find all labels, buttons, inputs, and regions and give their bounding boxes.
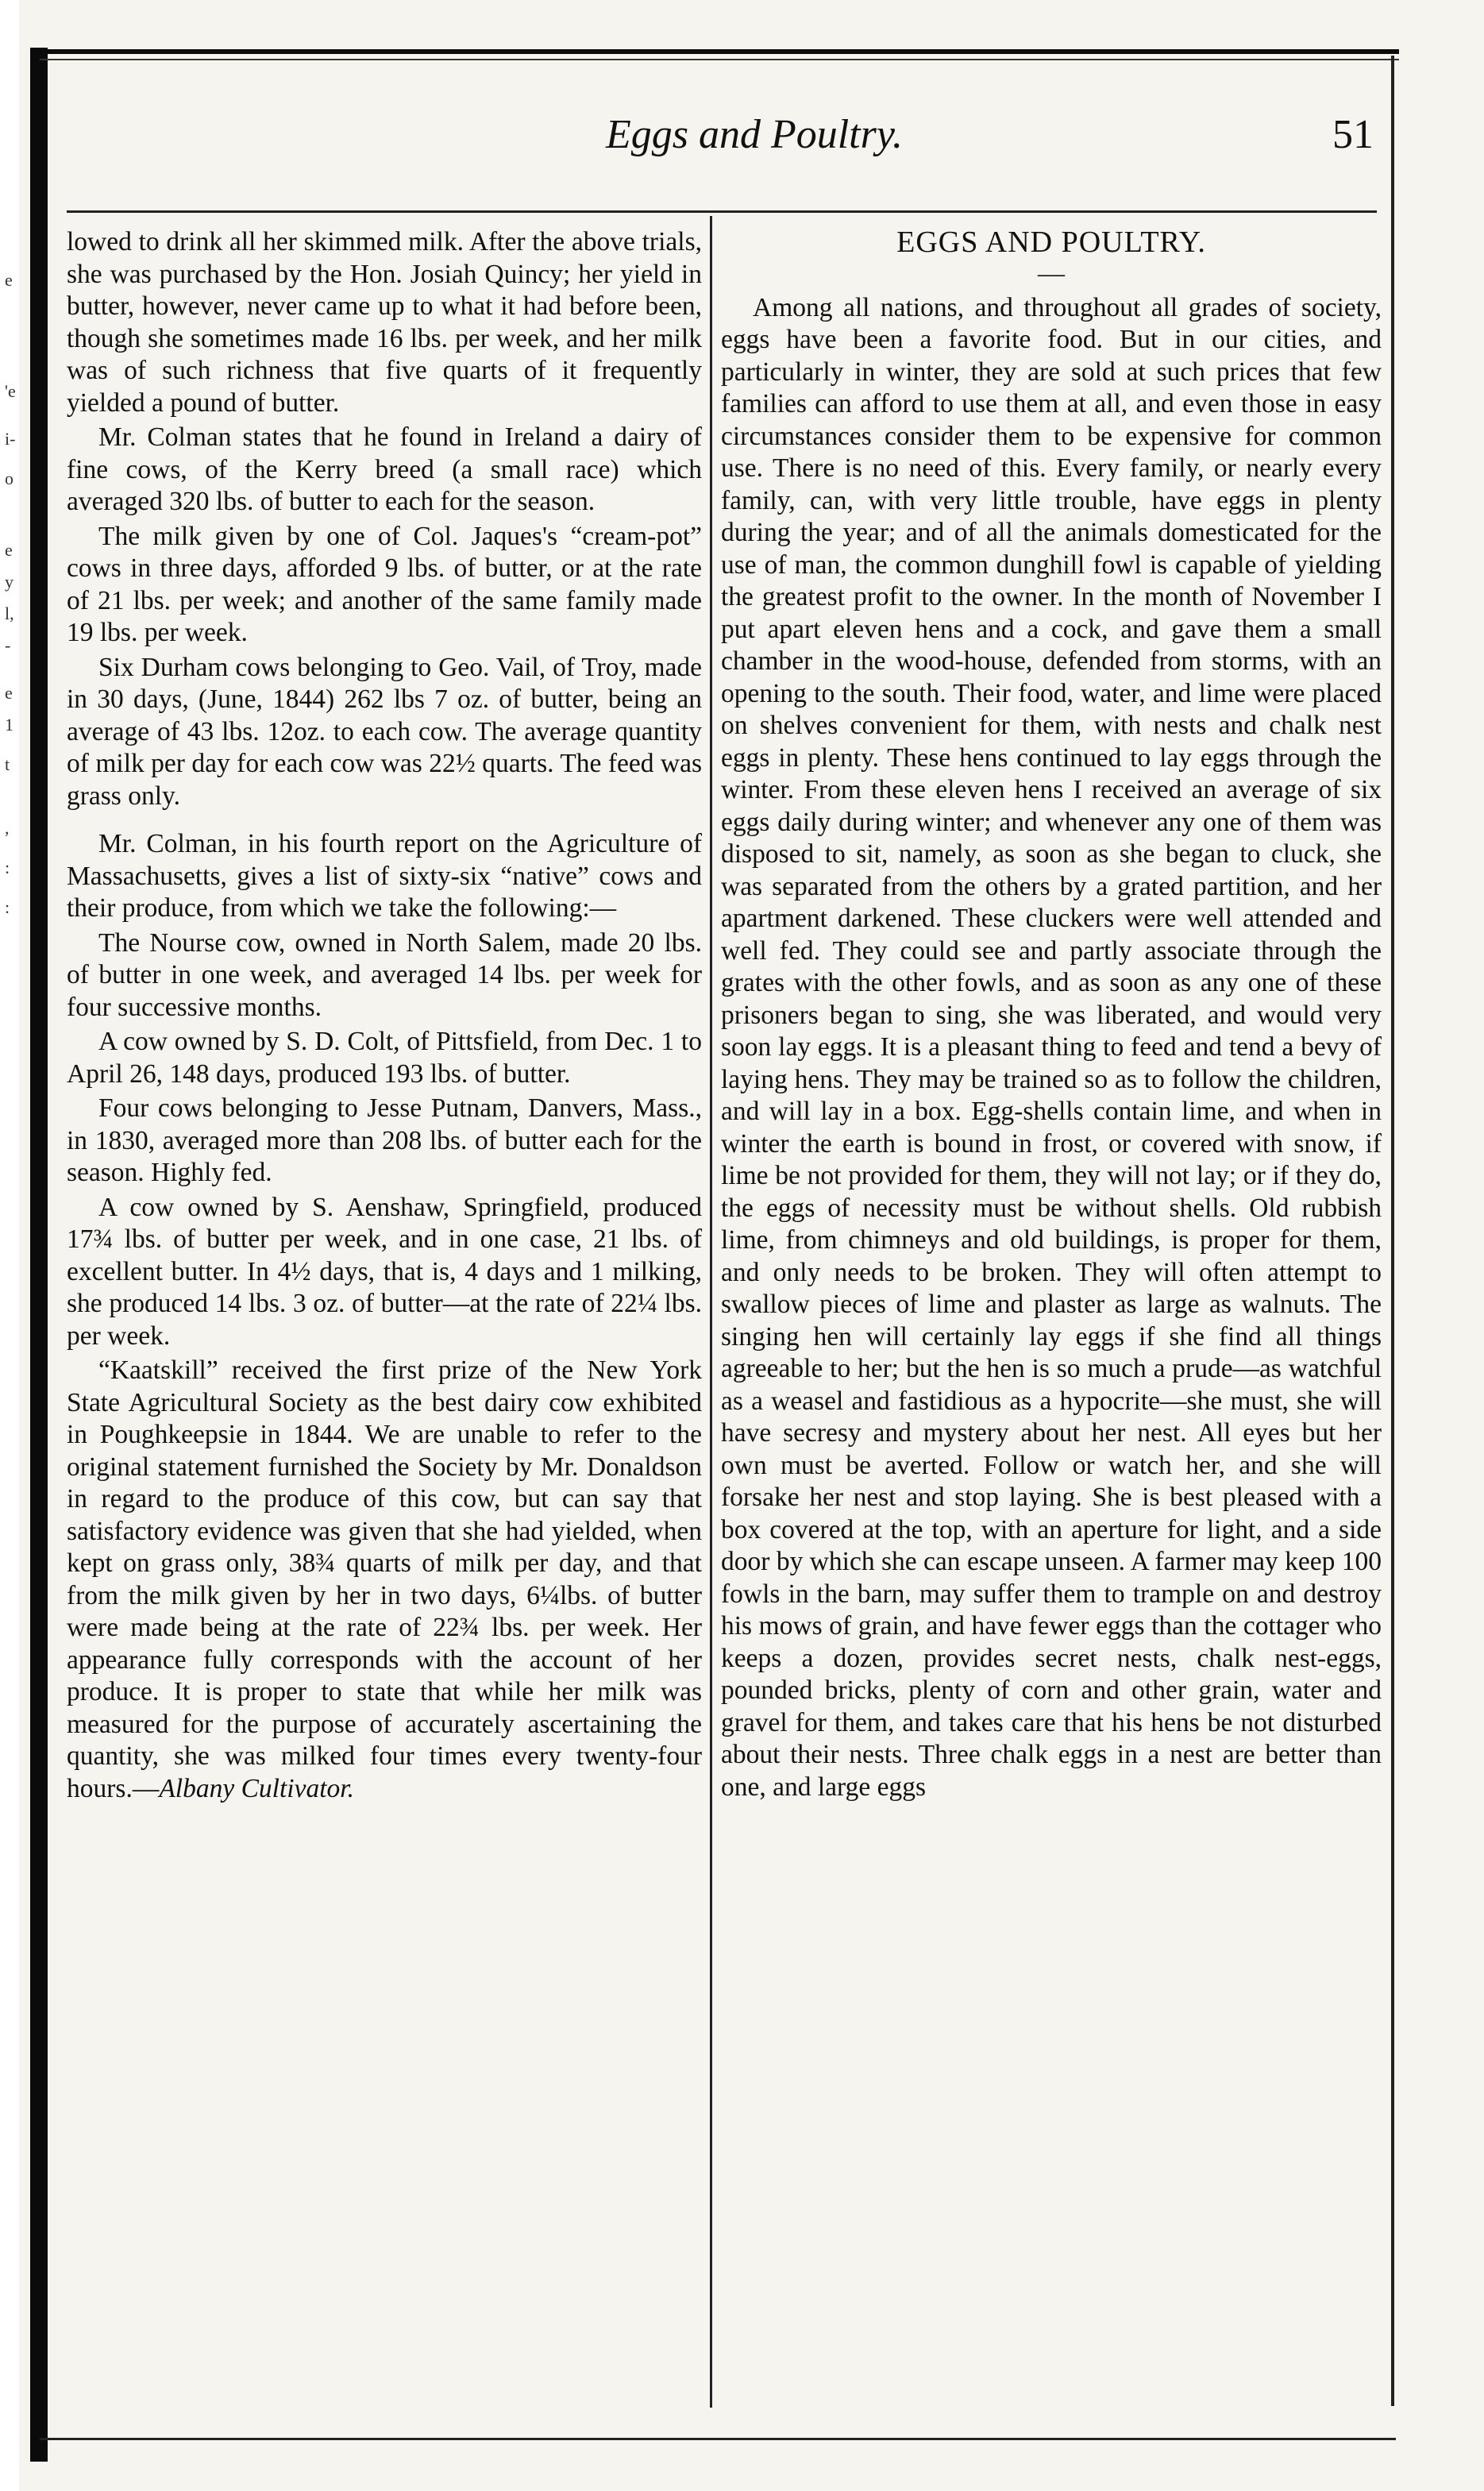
margin-glyph: o [5, 469, 13, 488]
running-head: Eggs and Poultry. [605, 112, 904, 157]
paragraph-with-signature [67, 1355, 702, 1805]
margin-glyph: 1 [5, 715, 13, 735]
paragraph: A cow owned by S. D. Colt, of Pittsfield, from Dec. 1 to April 26, 148 days, produced 193 lbs. of butter. [67, 1027, 702, 1089]
paragraph: Four cows belonging to Jesse Putnam, Danvers, Mass., in 1830, averaged more than 208 lbs. of butter each for the season. Highly fed. [67, 1093, 702, 1187]
paragraph: Among all nations, and throughout all grades of society, eggs have been a favorite food. But in our cities, and particularly in winter, they are sold at such prices that few families can afford to use them at all, and even those in easy circumstances consider them to be expensive for common use. There is no need of this. Every family, or nearly every family, can, with very little trouble, have eggs in plenty during the year; and of all the animals domesticated for the use of man, the common dunghill fowl is capable of yielding the greatest profit to the owner. In the month of November I put apart eleven hens and a cock, and gave them a small chamber in the wood-house, defended from storms, with an opening to the south. Their food, water, and lime were placed on shelves convenient for them, with nests and chalk nest eggs in plenty. These hens continued to lay eggs through the winter. From these eleven hens I received an average of six eggs daily during winter; and whenever any one of them was disposed to sit, namely, as soon as she began to cluck, she was separated from the others by a grated partition, and her apartment darkened. These cluckers were well attended and well fed. They could see and partly associate through the grates with the other fowls, and as soon as any one of these prisoners began to sing, she was liberated, and would very soon lay eggs. It is a pleasant thing to feed and tend a bevy of laying hens. They may be trained so as to follow the children, and will lay in a box. Egg-shells contain lime, and when in winter the earth is bound in frost, or covered with snow, if lime be not provided for them, they will not lay; or if they do, the eggs of necessity must be without shells. Old rubbish lime, from chimneys and old buildings, is proper for them, and only needs to be broken. They will often attempt to swallow pieces of lime and plaster as large as walnuts. The singing hen will certainly lay eggs if she find all things agreeable to her; but the hen is so much a prude—as watchful as a weasel and fastidious as a hypocrite—she must, she will have secresy and mystery about her nest. All eyes but her own must be averted. Follow or watch her, and she will forsake her nest and stop laying. She is best pleased with a box covered at the top, with an aperture for light, and a side door by which she can escape unseen. A farmer may keep 100 fowls in the barn, may suffer them to trample on and destroy his mows of grain, and have fewer eggs than the cottager who keeps a dozen, provides secret nests, chalk nest-eggs, pounded bricks, plenty of corn and other grain, water and gravel for them, and takes care that his hens be not disturbed about their nests. Three chalk eggs in a nest are better than one, and large eggs [721, 292, 1382, 1802]
margin-glyph: : [5, 858, 10, 877]
paragraph: A cow owned by S. Aenshaw, Springfield, produced 17¾ lbs. of butter per week, and in one case, 21 lbs. of excellent butter. In 4½ days, that is, 4 days and 1 milking, she produced 14 lbs. 3 oz. of butter—at the rate of 22¼ lbs. per week. [67, 1192, 702, 1351]
margin-glyph: - [5, 635, 11, 655]
paragraph: Mr. Colman, in his fourth report on the Agriculture of Massachusetts, gives a list of sixty-six “native” cows and their produce, from which we take the following:— [67, 829, 702, 923]
heading-separator: — [1038, 258, 1065, 288]
paragraph: Six Durham cows belonging to Geo. Vail, of Troy, made in 30 days, (June, 1844) 262 lbs 7 oz. of butter, being an average of 43 lbs. 12oz. to each cow. The average quantity of milk per day for each cow was 22½ quarts. The feed was grass only. [67, 652, 702, 811]
margin-glyph: 'e [5, 381, 16, 401]
margin-glyph: y [5, 572, 13, 592]
left-column [67, 226, 702, 1807]
margin-glyph: e [5, 683, 13, 703]
right-column [721, 226, 1382, 1806]
paragraph: The milk given by one of Col. Jaques's “cream-pot” cows in three days, afforded 9 lbs. of butter, or at the rate of 21 lbs. per week; and another of the same family made 19 lbs. per week. [67, 521, 702, 647]
margin-glyph: t [5, 754, 10, 774]
source-signature: Albany Cultivator. [159, 1773, 354, 1803]
margin-glyph: l, [5, 603, 14, 623]
margin-glyph: i- [5, 429, 16, 449]
column-divider [710, 216, 712, 2408]
section-heading: EGGS AND POULTRY. [896, 226, 1206, 259]
page-number: 51 [1332, 112, 1374, 157]
paragraph: lowed to drink all her skimmed milk. After the above trials, she was purchased by the Hon. Josiah Quincy; her yield in butter, however, never came up to what it had before been, though she sometimes made 16 lbs. per week, and her milk was of such richness that five quarts of it frequently yielded a pound of butter. [67, 227, 702, 418]
margin-glyphs [0, 0, 24, 2491]
header-rule [67, 210, 1377, 213]
page-frame-top-thin-rule [40, 59, 1399, 60]
margin-glyph: e [5, 270, 13, 290]
paragraph-text: “Kaatskill” received the first prize of the New York State Agricultural Society as the best dairy cow exhibited in Poughkeepsie in 1844. We are unable to refer to the original statement furnished the Society by Mr. Donaldson in regard to the produce of this cow, but can say that satisfactory evidence was given that she had yielded, when kept on grass only, 38¾ quarts of milk per day, and that from the milk given by her in two days, 6¼lbs. of butter were made being at the rate of 22¾ lbs. per week. Her appearance fully corresponds with the account of her produce. It is proper to state that while her milk was measured for the purpose of accurately ascertaining the quantity, she was milked four times every twenty-four hours.— [67, 1355, 702, 1803]
margin-glyph: , [5, 818, 10, 838]
page-frame-bottom-rule [40, 2438, 1396, 2440]
margin-glyph: : [5, 897, 10, 917]
page-frame-top-rule [40, 49, 1399, 54]
margin-glyph: e [5, 540, 13, 560]
paragraph: The Nourse cow, owned in North Salem, made 20 lbs. of butter in one week, and averaged 14 lbs. per week for four successive months. [67, 927, 702, 1022]
page-frame-right-rule [1391, 56, 1394, 2406]
paragraph: Mr. Colman states that he found in Ireland a dairy of fine cows, of the Kerry breed (a small race) which averaged 320 lbs. of butter to each for the season. [67, 422, 702, 516]
